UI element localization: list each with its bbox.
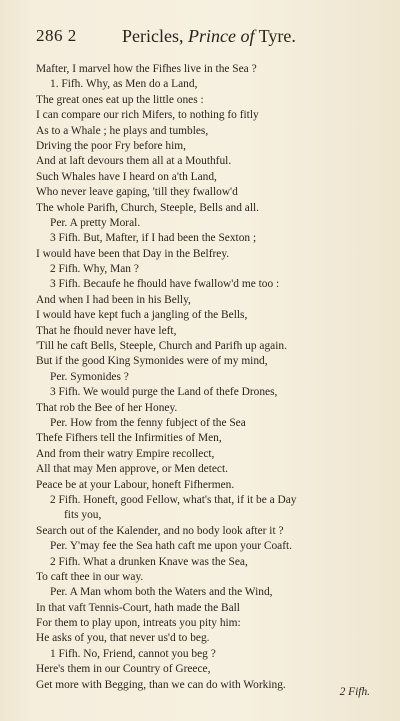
text-line: That rob the Bee of her Honey. [36, 401, 178, 414]
text-line: In that vaft Tennis-Court, hath made the Ball [36, 601, 240, 614]
text-line: I would have kept fuch a jangling of the Bells, [36, 309, 248, 322]
text-line: 3 Fifh. Becaufe he fhould have fwallow'd me too : [50, 278, 280, 291]
text-line: 3 Fifh. But, Mafter, if I had been the Sexton ; [50, 232, 257, 245]
text-line: 2 Fifh. What a drunken Knave was the Sea, [50, 555, 248, 568]
text-line: Per. A pretty Moral. [50, 216, 141, 229]
text-line: The great ones eat up the little ones : [36, 93, 204, 106]
running-title-part-2: Prince of [187, 26, 255, 46]
page-number: 286 2 [36, 26, 77, 45]
text-line: For them to play upon, intreats you pity him: [36, 617, 241, 630]
catchword: 2 Fifh. [339, 686, 370, 698]
text-line: Get more with Begging, than we can do with Working. [36, 678, 286, 691]
text-line: Per. A Man whom both the Waters and the Wind, [50, 586, 273, 599]
text-line: Peace be at your Labour, honeft Fifhermen. [36, 478, 235, 491]
page-header [36, 26, 370, 48]
text-line: Mafter, I marvel how the Fifhes live in the Sea ? [36, 63, 257, 75]
text-line: Driving the poor Fry before him, [36, 139, 186, 152]
text-line: Here's them in our Country of Greece, [36, 663, 211, 676]
running-title-part-1: Pericles, [122, 26, 184, 46]
body-text [36, 62, 376, 693]
text-line: 'Till he caft Bells, Steeple, Church and Parifh up again. [36, 340, 287, 353]
text-line: Per. Symonides ? [50, 370, 129, 383]
text-line: 2 Fifh. Honeft, good Fellow, what's that, if it be a Day [50, 493, 297, 506]
text-line: That he fhould never have left, [36, 324, 177, 337]
text-line: Such Whales have I heard on a'th Land, [36, 170, 217, 183]
text-line: Search out of the Kalender, and no body look after it ? [36, 524, 284, 537]
text-line: He asks of you, that never us'd to beg. [36, 632, 210, 645]
text-line: To caft thee in our way. [36, 570, 144, 583]
text-line: 1. Fifh. Why, as Men do a Land, [50, 78, 198, 91]
text-line: 1 Fifh. No, Friend, cannot you beg ? [50, 647, 216, 660]
text-line: But if the good King Symonides were of my mind, [36, 355, 268, 368]
text-line: Per. How from the fenny fubject of the Sea [50, 416, 246, 429]
running-title [122, 26, 296, 47]
text-line: fits you, [64, 509, 102, 522]
text-line: As to a Whale ; he plays and tumbles, [36, 124, 209, 137]
text-line: Per. Y'may fee the Sea hath caft me upon your Coaft. [50, 540, 293, 553]
text-line: Thefe Fifhers tell the Infirmities of Men, [36, 432, 222, 445]
text-line: Who never leave gaping, 'till they fwallow'd [36, 186, 238, 199]
running-title-part-3: Tyre. [258, 26, 296, 46]
text-line: I can compare our rich Mifers, to nothing fo fitly [36, 109, 259, 122]
text-line: And at laft devours them all at a Mouthful. [36, 155, 232, 168]
text-line: 2 Fifh. Why, Man ? [50, 263, 139, 276]
text-line: 3 Fifh. We would purge the Land of thefe Drones, [50, 386, 278, 399]
text-line: The whole Parifh, Church, Steeple, Bells and all. [36, 201, 260, 214]
text-line: All that may Men approve, or Men detect. [36, 463, 229, 476]
text-line: I would have been that Day in the Belfrey. [36, 247, 230, 260]
text-line: And when I had been in his Belly, [36, 293, 191, 306]
text-line: And from their watry Empire recollect, [36, 447, 215, 460]
